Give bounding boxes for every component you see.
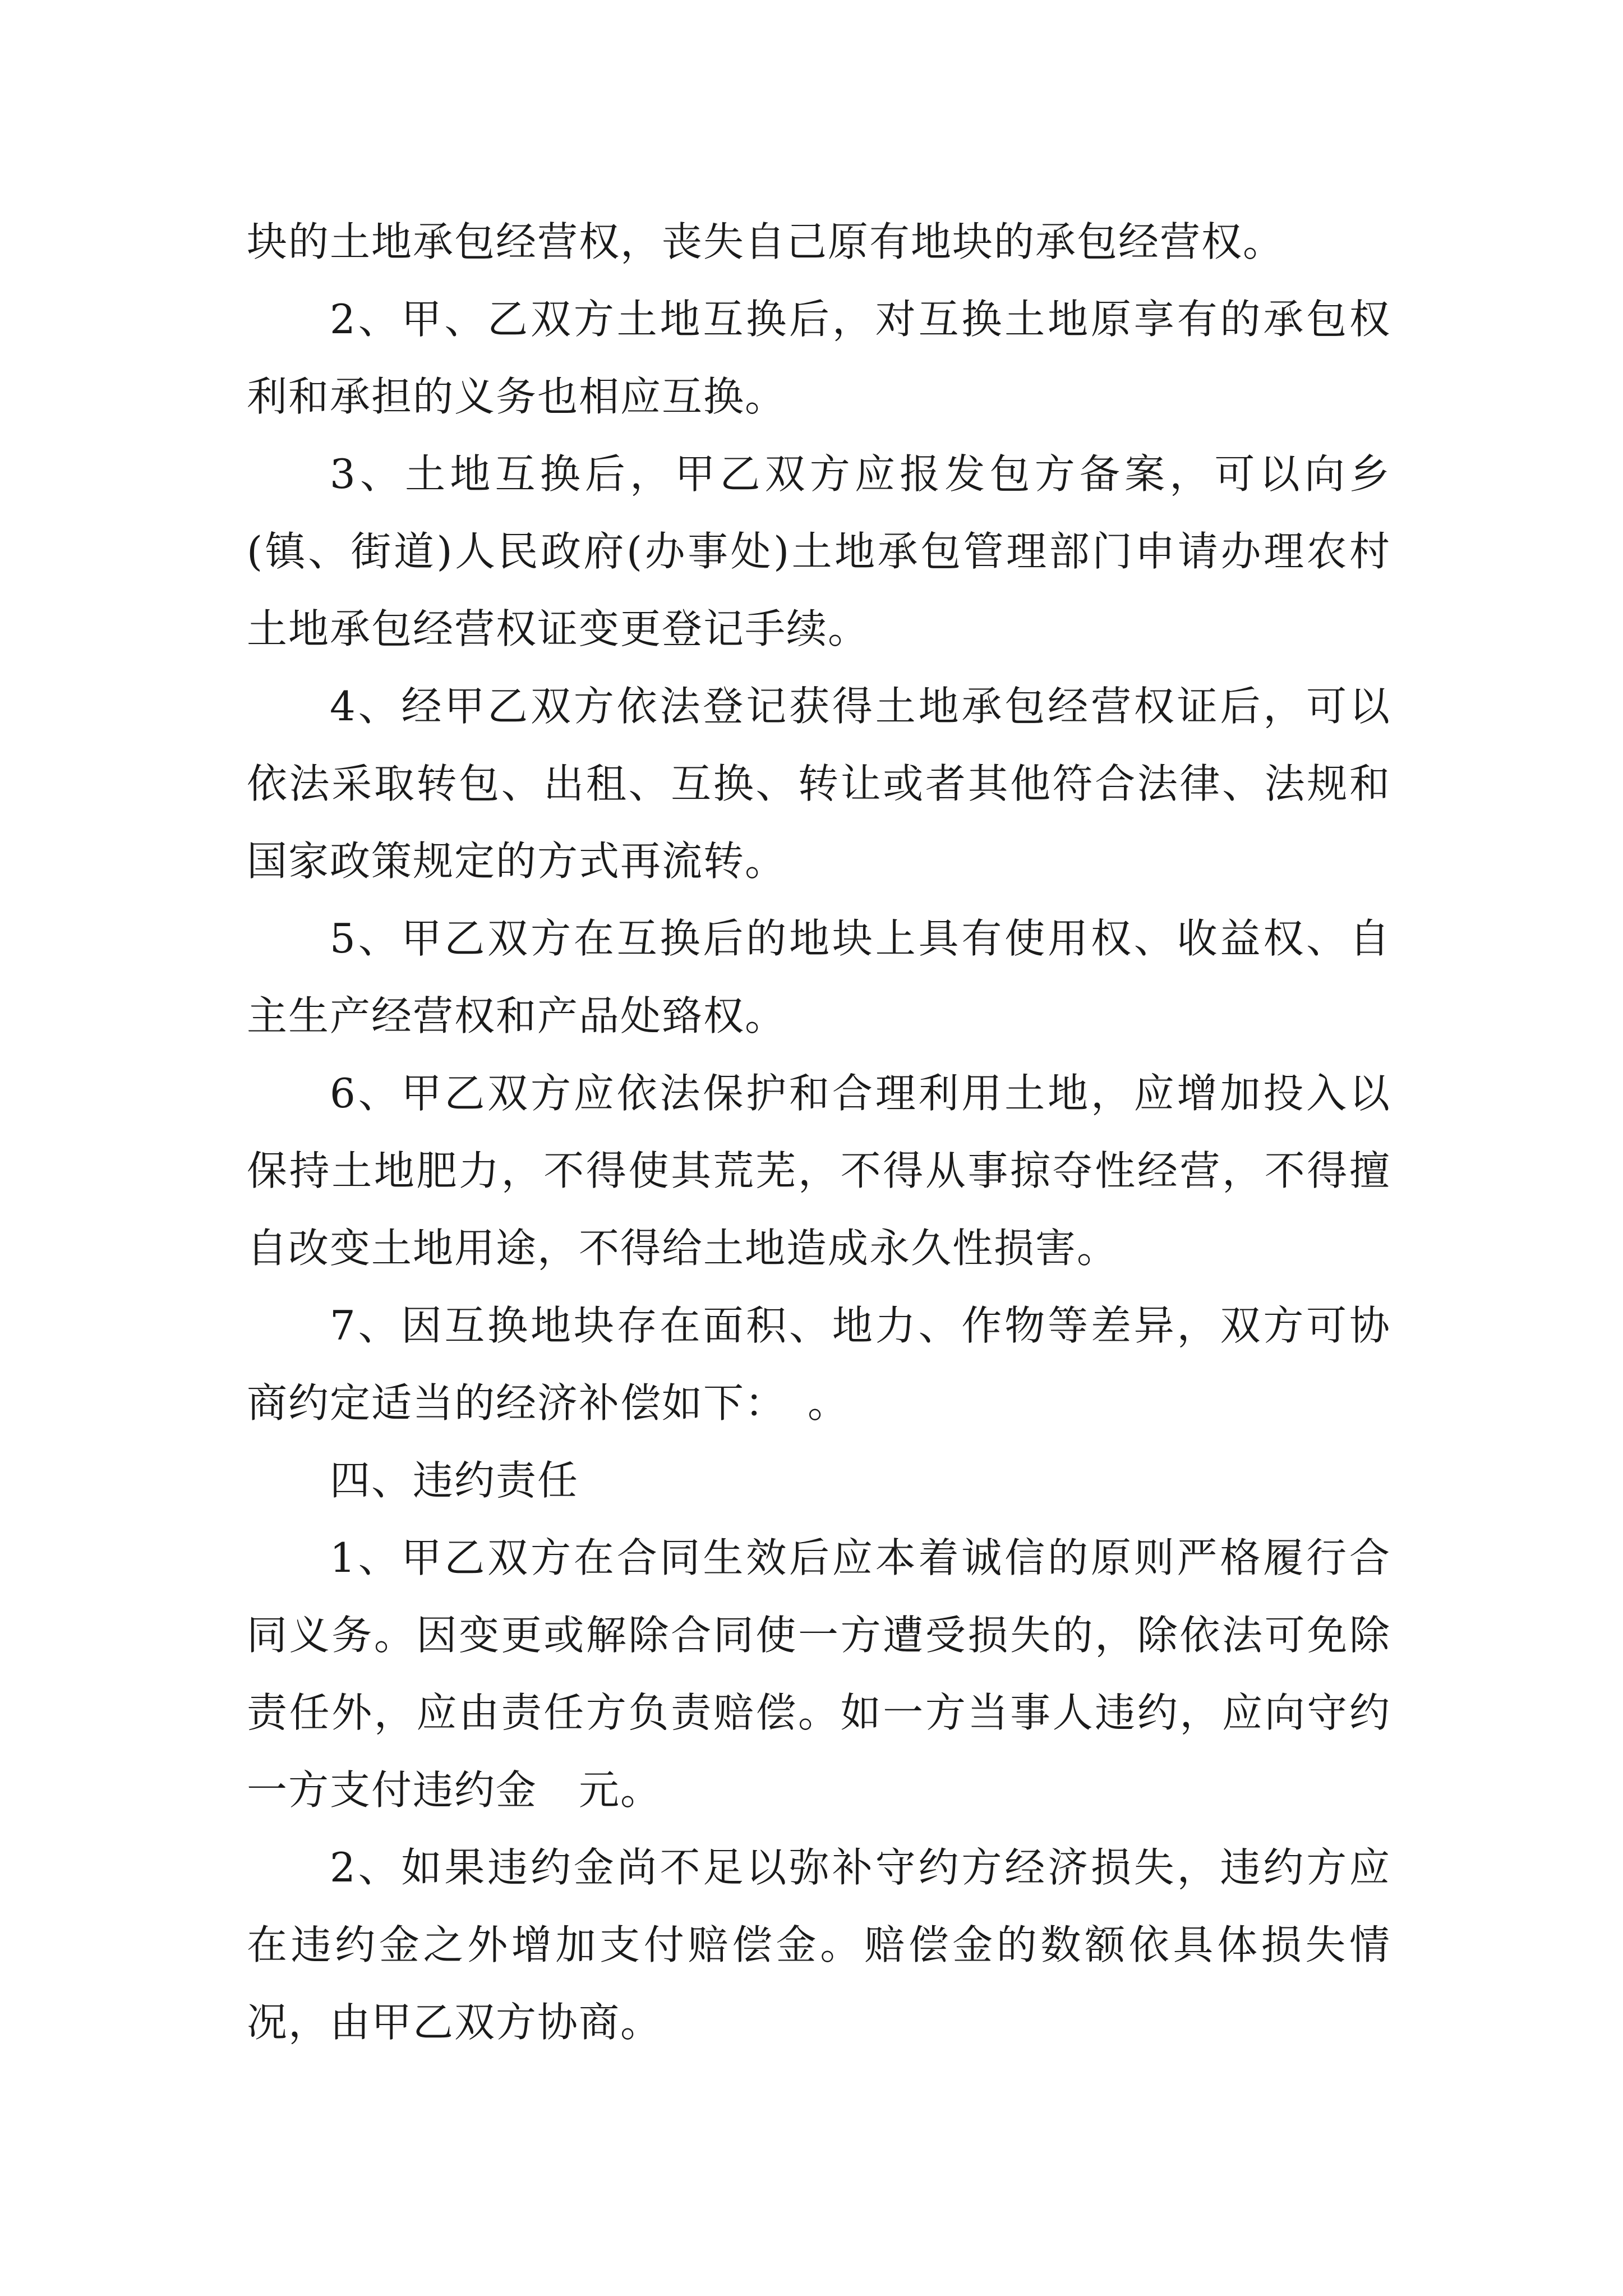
paragraph-breach-item-2: 2、如果违约金尚不足以弥补守约方经济损失，违约方应在违约金之外增加支付赔偿金。赔偿金的数额依具体损失情况，由甲乙双方协商。 (247, 1844, 1391, 2046)
paragraph-item-4: 4、经甲乙双方依法登记获得土地承包经营权证后，可以依法采取转包、出租、互换、转让或者其他符合法律、法规和国家政策规定的方式再流转。 (247, 683, 1391, 885)
paragraph-item-5: 5、甲乙双方在互换后的地块上具有使用权、收益权、自主生产经营权和产品处臵权。 (247, 915, 1391, 1039)
document-body (247, 203, 1391, 2061)
paragraph-breach-item-1: 1、甲乙双方在合同生效后应本着诚信的原则严格履行合同义务。因变更或解除合同使一方遭受损失的，除依法可免除责任外，应由责任方负责赔偿。如一方当事人违约，应向守约一方支付违约金 元。 (247, 1534, 1391, 1814)
paragraph-item-2: 2、甲、乙双方土地互换后，对互换土地原享有的承包权利和承担的义务也相应互换。 (247, 296, 1391, 420)
paragraph-continuation: 块的土地承包经营权，丧失自己原有地块的承包经营权。 (247, 218, 1285, 265)
paragraph-item-6: 6、甲乙双方应依法保护和合理利用土地，应增加投入以保持土地肥力，不得使其荒芜，不得从事掠夺性经营，不得擅自改变土地用途，不得给土地造成永久性损害。 (247, 1070, 1391, 1272)
paragraph-item-3: 3、土地互换后，甲乙双方应报发包方备案，可以向乡(镇、街道)人民政府(办事处)土地承包管理部门申请办理农村土地承包经营权证变更登记手续。 (247, 450, 1391, 652)
paragraph-item-7: 7、因互换地块存在面积、地力、作物等差异，双方可协商约定适当的经济补偿如下： 。 (247, 1302, 1391, 1427)
section-heading-breach-liability: 四、违约责任 (330, 1457, 579, 1504)
